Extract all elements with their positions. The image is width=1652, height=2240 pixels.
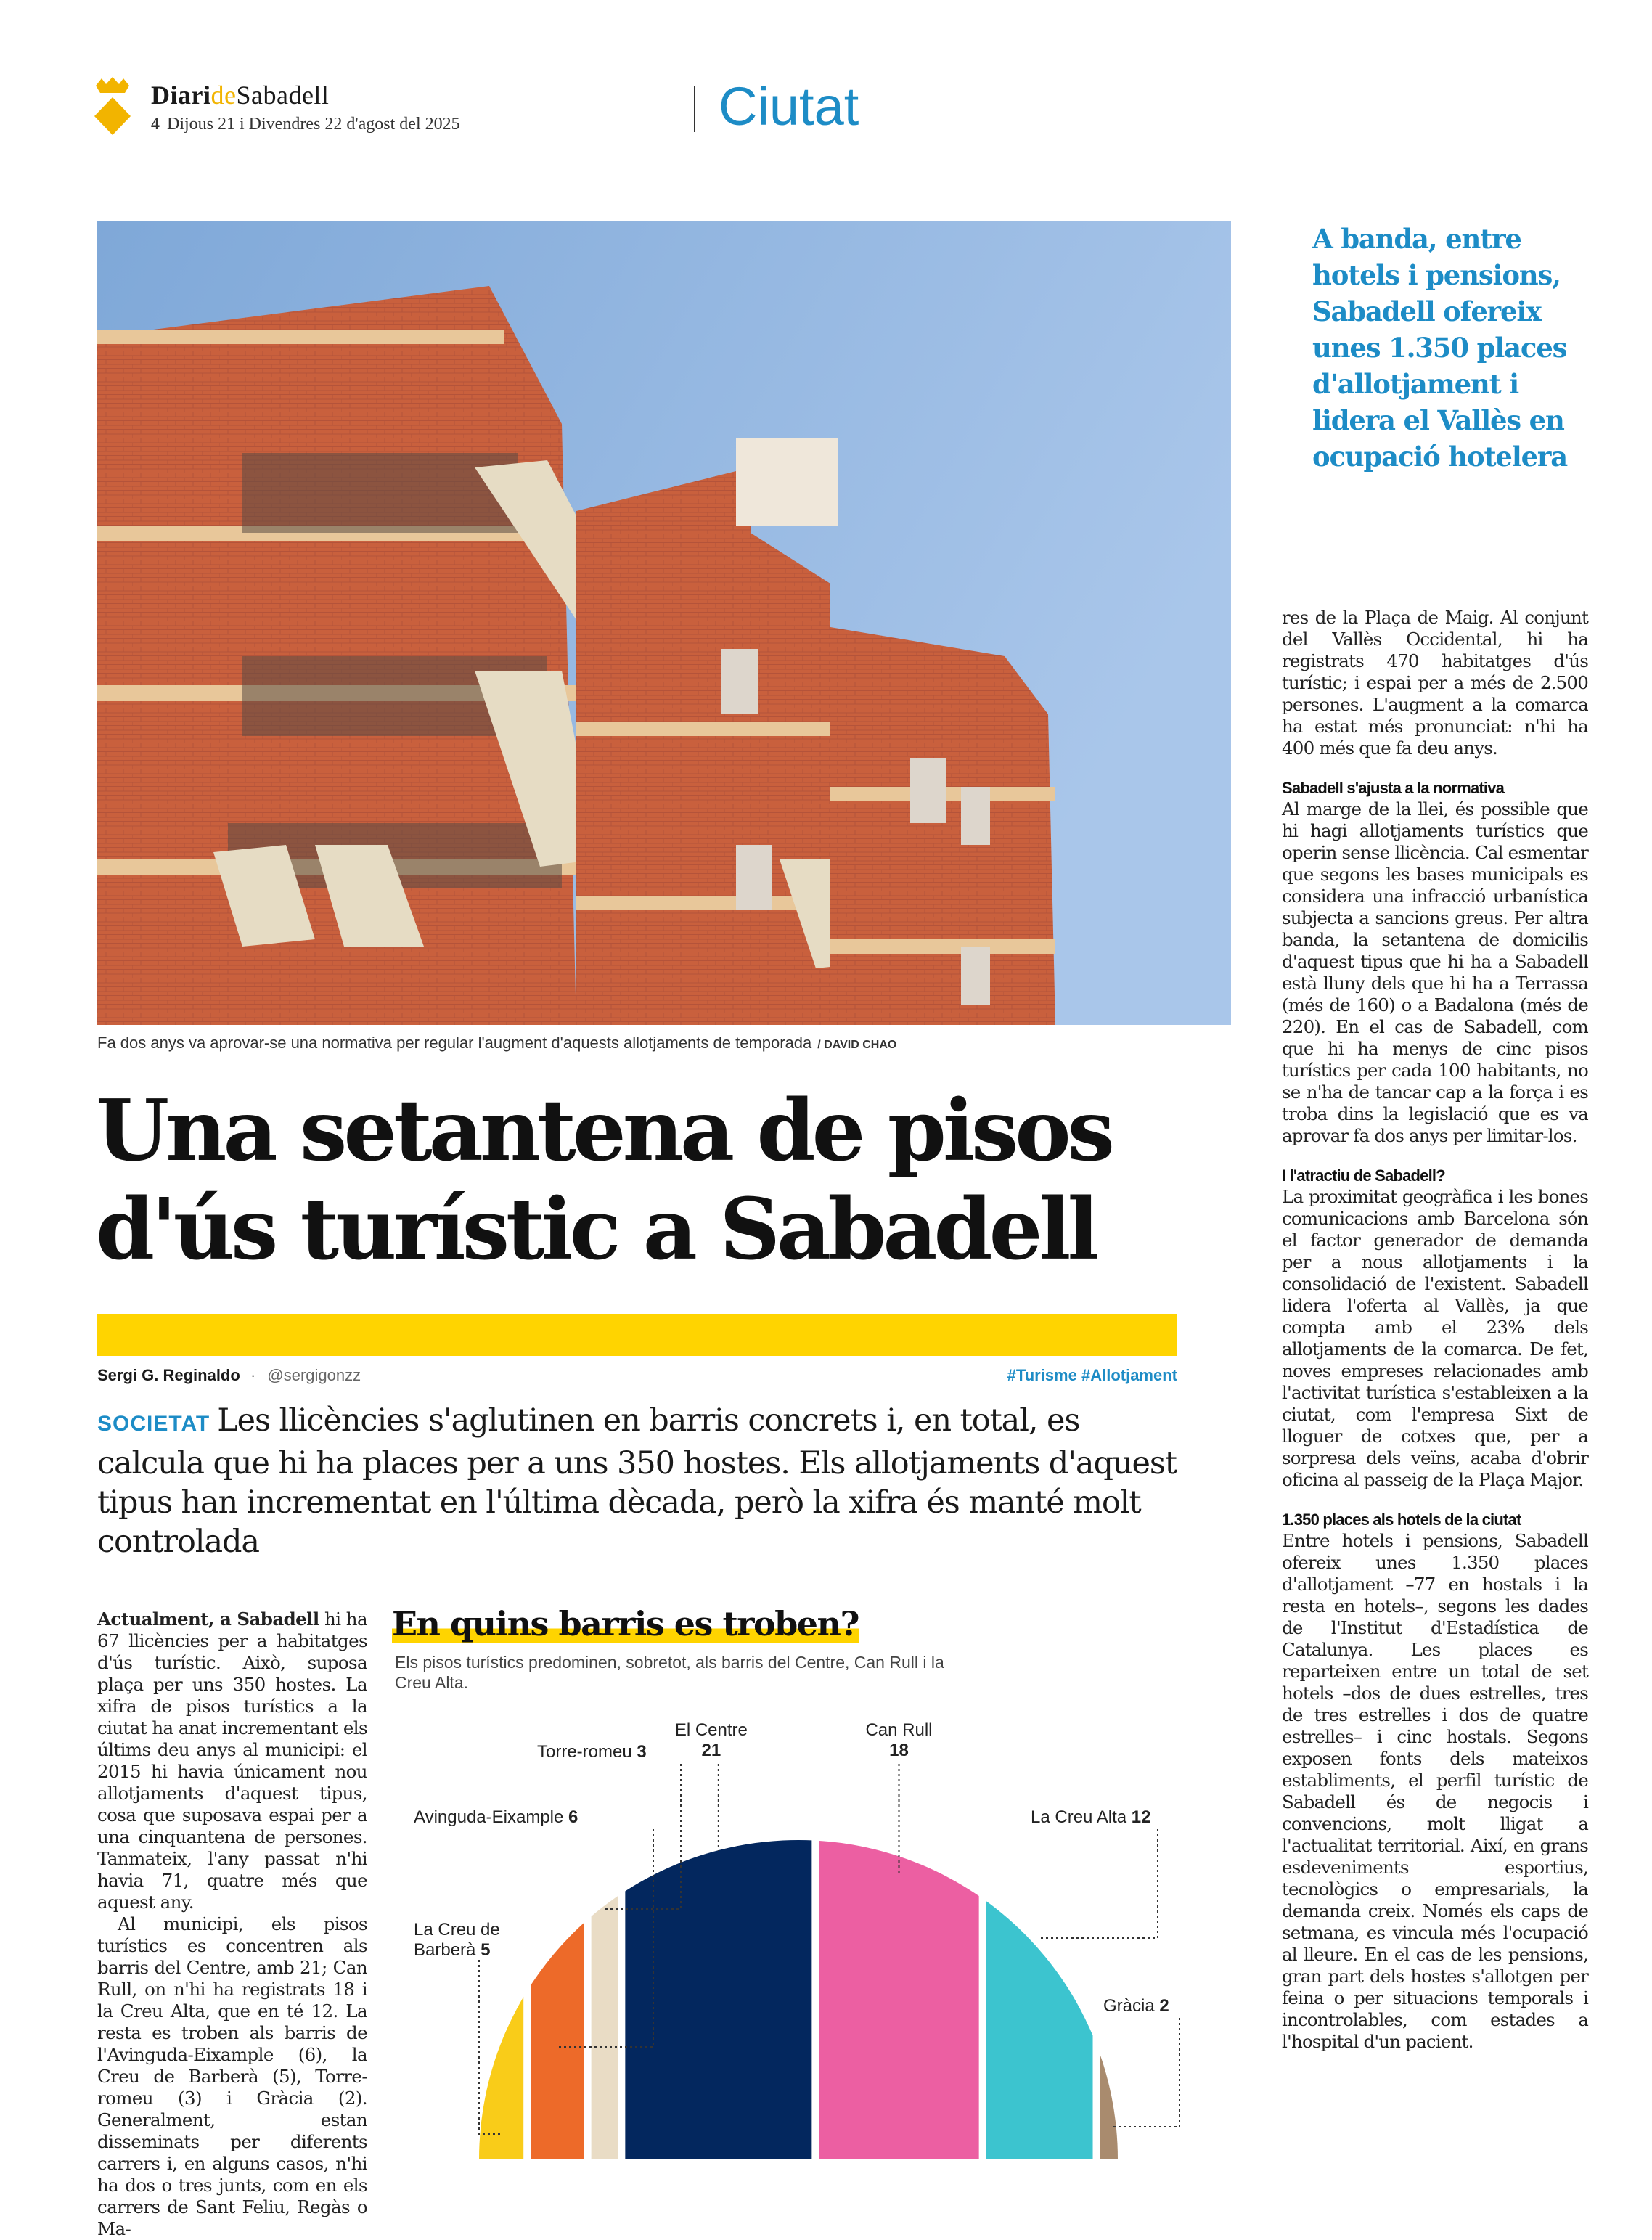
chart-bar-torre-romeu	[592, 1836, 618, 2159]
caption-text: Fa dos anys va aprovar-se una normativa per regular l'augment d'aquests allotjaments de temporada	[97, 1034, 812, 1052]
chart-value-label: 5	[481, 1940, 491, 1960]
chart-category-label: Can Rull	[865, 1720, 933, 1740]
chart-value-label: 6	[568, 1807, 578, 1827]
article-tags[interactable]: #Turisme #Allotjament	[1007, 1366, 1177, 1384]
paragraph	[97, 1609, 367, 1913]
chart-label-la-creu-alta	[1031, 1807, 1150, 1828]
chart-leader-line	[1113, 2018, 1179, 2127]
chart-category-label: Gràcia	[1103, 1996, 1155, 2016]
subheading: I l'atractiu de Sabadell?	[1282, 1166, 1445, 1185]
apartment-building-image	[97, 221, 1231, 1025]
masthead-de: de	[210, 81, 237, 110]
masthead-sabadell: Sabadell	[236, 81, 330, 110]
header-divider	[694, 86, 695, 132]
chart-value-label: 12	[1131, 1807, 1151, 1827]
lead-in: Actualment, a Sabadell	[97, 1609, 319, 1630]
chart-category-label: La Creu Alta	[1031, 1807, 1127, 1827]
chart-value-label: 21	[701, 1741, 721, 1760]
masthead-diari: Diari	[151, 81, 211, 110]
photo-credit: / DAVID CHAO	[817, 1039, 897, 1051]
paragraph: Entre hotels i pensions, Sabadell ofereix unes 1.350 places d'allotjament –77 en hostals i la resta en hotels–, segons les dades de l'Institut d'Estadística de Catalunya. Les places es reparteixen entre un total de set hotels –dos de dues estrelles, tres de tres estrelles i dos de quatre estrelles– i cinc hostals. Segons exposen fonts dels mateixos establiments, el perfil turístic de Sabadell és de negocis i convencions, molt lligat a l'actualitat territorial. Així, en grans esdeveniments esportius, tecnològics o empresarials, la demanda creix. Només els caps de setmana, es vincula més l'ocupació al lleure. En el cas de les pensions, gran part dels hostes s'allotgen per feina o per situacions temporals i incontrolables, com estades a l'hospital d'un pacient.	[1282, 1530, 1588, 2052]
article-column-1	[97, 1609, 367, 2240]
headline-bar	[97, 1314, 1177, 1356]
byline-separator: ·	[250, 1366, 256, 1384]
byline	[97, 1366, 361, 1385]
chart-bar-la-creu-de-barber-	[479, 1836, 523, 2159]
paragraph: Al marge de la llei, és possible que hi hagi allotjaments turístics que operin sense llicència. Cal esmentar que segons les bases municipals es considera una infracció urbanística subjecta a sancions greus. Per altra banda, la setantena de domicilis d'aquest tipus que hi ha a Sabadell està lluny dels que hi ha a Terrassa (més de 160) o a Badalona (més de 220). En el cas de Sabadell, com que hi ha menys de cinc pisos turístics per cada 100 habitants, no se n'ha de tancar cap a la força i es troba dins la legislació que es va aprovar fa dos anys per limitar-los.	[1282, 798, 1588, 1146]
chart-bar-can-rull	[819, 1836, 978, 2159]
infographic-title-text: En quins barris es troben?	[392, 1604, 859, 1643]
chart-label-torre-romeu	[537, 1742, 647, 1762]
paragraph: Al municipi, els pisos turístics es concentren als barris del Centre, amb 21; Can Rull, on n'hi ha registrats 18 i la Creu Alta, que en té 12. La resta es troben als barris de l'Avinguda-Eixample (6), la Creu de Barberà (5), Torre-romeu (3) i Gràcia (2). Generalment, estan disseminats per diferents carrers i, en alguns casos, n'hi ha dos o tres junts, com en els carrers de Sant Feliu, Regàs o Ma-	[97, 1913, 367, 2239]
section-title[interactable]: Ciutat	[719, 76, 859, 136]
chart-category-label: La Creu de Barberà	[414, 1920, 500, 1960]
masthead[interactable]	[151, 80, 329, 110]
chart-label-la-creu-de-barber-	[414, 1920, 515, 1961]
issue-date: Dijous 21 i Divendres 22 d'agost del 2025	[167, 115, 460, 134]
headline-line-2: d'ús turístic a Sabadell	[96, 1180, 1096, 1279]
standfirst	[97, 1401, 1186, 1561]
headline	[96, 1082, 1257, 1279]
chart-value-label: 2	[1159, 1996, 1169, 2016]
standfirst-text: Les llicències s'aglutinen en barris concrets i, en total, es calcula que hi ha places per a uns 350 hostes. Els allotjaments d'aquest tipus han incrementat en l'última dècada, però la xifra és manté molt controlada	[97, 1402, 1177, 1560]
subheading: Sabadell s'ajusta a la normativa	[1282, 779, 1505, 797]
chart-category-label: Avinguda-Eixample	[414, 1807, 564, 1827]
headline-line-1: Una setantena de pisos	[96, 1082, 1111, 1180]
author-handle[interactable]: @sergigonzz	[267, 1366, 361, 1384]
chart-value-label: 3	[637, 1742, 647, 1762]
paragraph-text: hi ha 67 llicències per a habitatges d'ús turístic. Això, suposa plaça per uns 350 hostes. La xifra de pisos turístics a la ciutat ha anat incrementant els últims deu anys al municipi: el 2015 hi havia únicament nou allotjaments d'aquest tipus, cosa que suposava espai per a una cinquantena de persones. Tanmateix, l'any passat n'hi havia 71, quatre més que aquest any.	[97, 1609, 367, 1913]
chart-bar-avinguda-eixample	[531, 1836, 584, 2159]
infographic-title	[392, 1604, 859, 1643]
chart-category-label: Torre-romeu	[537, 1742, 632, 1762]
newspaper-logo-icon	[93, 75, 132, 138]
chart-label-gr-cia	[1103, 1996, 1169, 2016]
chart-bar-la-creu-alta	[986, 1836, 1093, 2159]
page-info	[151, 115, 460, 134]
infographic-subtitle: Els pisos turístics predominen, sobretot, als barris del Centre, Can Rull i la Creu Alta.	[395, 1653, 944, 1692]
chart-category-label: El Centre	[674, 1720, 748, 1740]
page-number: 4	[151, 115, 160, 134]
paragraph: res de la Plaça de Maig. Al conjunt del Vallès Occidental, hi ha registrats 470 habitatges d'ús turístic; i espai per a més de 2.500 persones. L'augment a la comarca ha estat més pronunciat: n'hi ha 400 més que fa deu anys.	[1282, 607, 1588, 759]
article-photo	[97, 221, 1231, 1025]
chart-label-can-rull	[841, 1720, 957, 1761]
chart-label-avinguda-eixample	[414, 1807, 578, 1828]
chart-label-el-centre	[653, 1720, 769, 1761]
section-kicker: SOCIETAT	[97, 1412, 210, 1436]
paragraph: La proximitat geogràfica i les bones comunicacions amb Barcelona són el factor generador de demanda per a nous allotjaments i la consolidació de l'existent. Sabadell lidera l'oferta al Vallès, ja que compta amb el 23% dels allotjaments de la comarca. De fet, noves empreses relacionades amb l'activitat turística s'estableixen a la ciutat, com l'empresa Sixt de lloguer de cotxes que, per a sorpresa dels veïns, acaba d'obrir oficina al passeig de la Plaça Major.	[1282, 1186, 1588, 1490]
author-name[interactable]: Sergi G. Reginaldo	[97, 1366, 240, 1384]
chart-leader-line	[1039, 1829, 1158, 1938]
neighbourhood-chart	[377, 1699, 1248, 2192]
pull-quote: A banda, entre hotels i pensions, Sabadell ofereix unes 1.350 places d'allotjament i lidera el Vallès en ocupació hotelera	[1312, 223, 1567, 473]
chart-value-label: 18	[889, 1741, 909, 1760]
article-column-3	[1282, 607, 1588, 2053]
subheading: 1.350 places als hotels de la ciutat	[1282, 1511, 1521, 1529]
photo-caption	[97, 1034, 896, 1052]
